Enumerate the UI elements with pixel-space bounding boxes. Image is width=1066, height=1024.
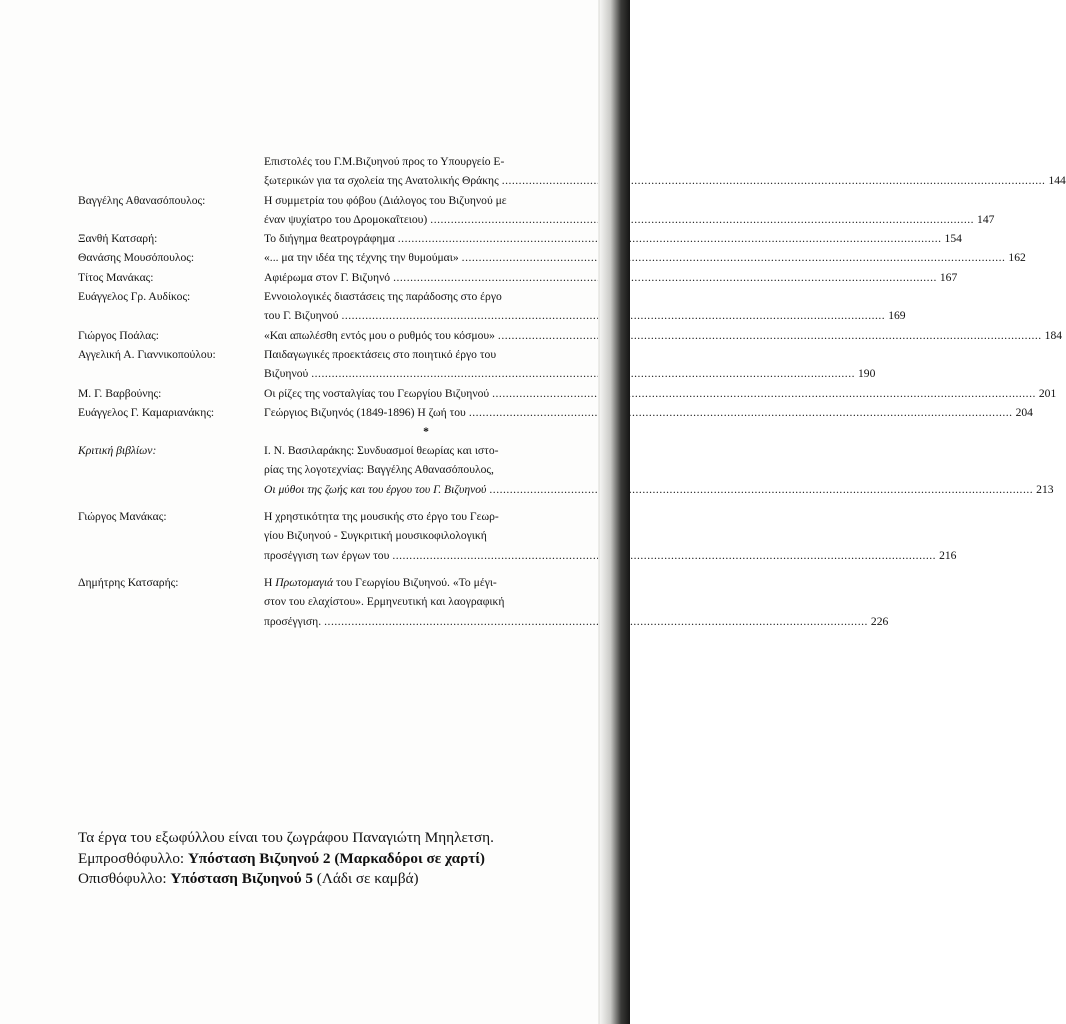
cover-credits [78, 828, 598, 890]
toc-title-line [264, 573, 497, 592]
toc-entry [78, 403, 1033, 422]
toc-entry-reviews [78, 441, 1054, 499]
toc-entry [78, 573, 889, 631]
toc-entry [78, 507, 957, 565]
page-number: 213 [1036, 482, 1054, 496]
leader-dots [489, 480, 1033, 499]
front-cover-label: Εμπροσθόφυλλο: [78, 849, 188, 867]
toc-author: Τίτος Μανάκας: [78, 270, 154, 284]
toc-title [264, 573, 888, 631]
page-number: 201 [1038, 386, 1057, 400]
toc-title-line: Ι. Ν. Βασιλαράκης: Συνδυασμοί θεωρίας και ιστο- [264, 444, 499, 458]
cover-credit-line: Τα έργα του εξωφύλλου είναι του ζωγράφου Παναγιώτη Μηηλετση. [78, 829, 494, 846]
page-number: 147 [977, 212, 995, 226]
toc-entry [78, 326, 1063, 345]
toc-author: Γιώργος Ποάλας: [78, 328, 159, 342]
toc-entry [78, 191, 995, 230]
section-separator: * [423, 425, 429, 439]
toc-title-line: Το διήγημα θεατρογράφημα [264, 232, 395, 246]
toc-title-line: προσέγγιση των έργων του [264, 548, 390, 562]
toc-title-line: Βιζυηνού [264, 367, 309, 381]
page-number: 144 [1048, 174, 1066, 188]
toc-title [264, 326, 1062, 345]
toc-author: Ευάγγελος Γ. Καμαριανάκης: [78, 405, 215, 419]
toc-author: Ευάγγελος Γρ. Αυδίκος: [78, 290, 191, 304]
page-number: 204 [1015, 405, 1033, 419]
back-cover-medium: (Λάδι σε καμβά) [312, 870, 419, 887]
leader-dots [311, 364, 855, 383]
toc-title-line: Αφιέρωμα στον Γ. Βιζυηνό [264, 270, 391, 284]
toc-title-line: γίου Βιζυηνού - Συγκριτική μουσικοφιλολογική [264, 529, 487, 543]
title-part-italic: Πρωτομαγιά [275, 575, 334, 589]
toc-author: Δημήτρης Κατσαρής: [78, 575, 179, 589]
toc-title-line: Επιστολές του Γ.Μ.Βιζυηνού προς το Υπουργείο Ε- [264, 155, 505, 168]
toc-title-line: ρίας της λογοτεχνίας: Βαγγέλης Αθανασόπουλος, [264, 463, 494, 477]
toc-title-line: «... μα την ιδέα της τέχνης την θυμούμαι» [264, 251, 459, 265]
toc-title-line: ξωτερικών για τα σχολεία της Ανατολικής Θράκης [264, 174, 499, 188]
leader-dots [324, 612, 868, 631]
leader-dots [498, 326, 1042, 345]
toc-author: Αγγελική Α. Γιαννικοπούλου: [78, 347, 216, 361]
toc-entry [78, 248, 1026, 267]
page-number: 169 [888, 309, 906, 323]
toc-title [264, 384, 1056, 403]
toc-title [264, 287, 906, 326]
toc-title-line: Οι μύθοι της ζωής και του έργου του Γ. Βιζυηνού [264, 482, 487, 496]
leader-dots [492, 384, 1036, 403]
toc-entry [78, 268, 958, 287]
toc-author: Βαγγέλης Αθανασόπουλος: [78, 193, 206, 207]
table-of-contents [78, 152, 1066, 631]
leader-dots [502, 171, 1046, 190]
toc-title-line: στον του ελαχίστου». Ερμηνευτική και λαογραφική [264, 595, 505, 609]
scan-edge-shadow [600, 0, 630, 1024]
front-cover-title: Υπόσταση Βιζυηνού 2 (Μαρκαδόροι σε χαρτί) [187, 849, 485, 867]
back-cover-title: Υπόσταση Βιζυηνού 5 [170, 870, 313, 887]
toc-title-line: του Γ. Βιζυηνού [264, 309, 339, 323]
toc-author: Ξανθή Κατσαρή: [78, 232, 158, 246]
leader-dots [398, 229, 942, 248]
toc-title [264, 403, 1033, 422]
page-number: 216 [939, 548, 957, 562]
toc-entry [78, 287, 906, 326]
front-cover-credit [78, 849, 598, 870]
toc-author: Μ. Γ. Βαρβούνης: [78, 386, 162, 400]
back-cover-label: Οπισθόφυλλο: [78, 870, 171, 887]
page-number: 184 [1044, 328, 1063, 342]
toc-title-line: Εννοιολογικές διαστάσεις της παράδοσης στο έργο [264, 290, 502, 304]
toc-title-line: Παιδαγωγικές προεκτάσεις στο ποιητικό έργο του [264, 347, 497, 361]
toc-title-line: προσέγγιση. [264, 614, 322, 628]
leader-dots [392, 546, 936, 565]
title-part: Η [264, 575, 276, 589]
page-number: 226 [870, 614, 889, 628]
toc-entry [78, 152, 1066, 191]
toc-entry [78, 384, 1057, 403]
toc-title-line: Γεώργιος Βιζυηνός (1849-1896) Η ζωή του [264, 405, 466, 419]
back-cover-credit [78, 869, 598, 890]
page-number: 167 [939, 270, 958, 284]
toc-title [264, 441, 1054, 499]
toc-title [264, 345, 875, 384]
toc-title-line: «Και απωλέσθη εντός μου ο ρυθμός του κόσμου» [264, 328, 495, 342]
title-part: του Γεωργίου Βιζυηνού. «Το μέγι- [333, 575, 497, 589]
toc-title-line: Οι ρίζες της νοσταλγίας του Γεωργίου Βιζυηνού [264, 386, 490, 400]
reviews-section-label: Κριτική βιβλίων: [78, 444, 157, 458]
leader-dots [469, 403, 1013, 422]
toc-title [264, 248, 1026, 267]
toc-entry [78, 229, 962, 248]
leader-dots [462, 248, 1006, 267]
toc-author: Θανάσης Μουσόπουλος: [78, 251, 195, 265]
toc-title-line: Η χρηστικότητα της μουσικής στο έργο του Γεωρ- [264, 510, 499, 524]
page-number: 190 [858, 367, 876, 381]
toc-author: Γιώργος Μανάκας: [78, 510, 167, 524]
page-number: 154 [944, 232, 962, 246]
toc-title [264, 152, 1066, 191]
toc-title-line: έναν ψυχίατρο του Δρομοκαΐτειου) [264, 212, 428, 226]
leader-dots [393, 268, 937, 287]
leader-dots [430, 210, 974, 229]
toc-title-line: Η συμμετρία του φόβου (Διάλογος του Βιζυηνού με [264, 193, 507, 207]
page-number: 162 [1008, 251, 1026, 265]
toc-entry [78, 345, 876, 384]
